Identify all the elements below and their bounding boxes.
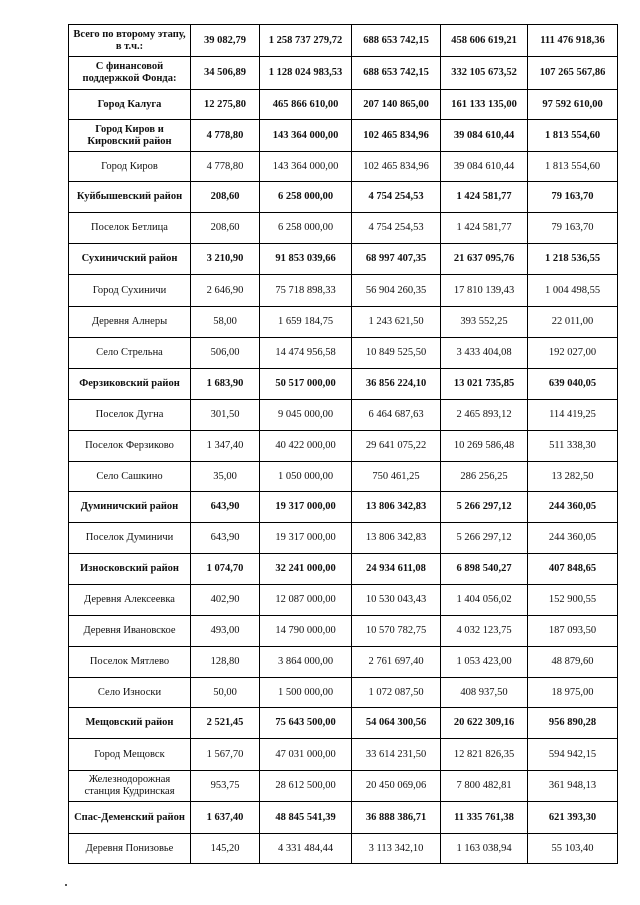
area-cell: 2 521,45	[191, 708, 260, 739]
regional-budget-cell: 20 622 309,16	[441, 708, 528, 739]
area-cell: 208,60	[191, 182, 260, 213]
area-cell: 1 637,40	[191, 802, 260, 834]
total-cost-cell: 12 087 000,00	[260, 585, 352, 616]
municipality-cell: Сухиничский район	[69, 244, 191, 275]
subtotal-row	[69, 802, 618, 834]
local-budget-cell: 79 163,70	[528, 213, 618, 244]
table-row	[69, 462, 618, 492]
regional-budget-cell: 1 424 581,77	[441, 213, 528, 244]
fund-support-cell: 20 450 069,06	[352, 771, 441, 802]
local-budget-cell: 1 218 536,55	[528, 244, 618, 275]
fund-support-cell: 4 754 254,53	[352, 182, 441, 213]
area-cell: 301,50	[191, 400, 260, 431]
local-budget-cell: 244 360,05	[528, 523, 618, 554]
regional-budget-cell: 12 821 826,35	[441, 739, 528, 771]
local-budget-cell: 114 419,25	[528, 400, 618, 431]
area-cell: 4 778,80	[191, 152, 260, 182]
area-cell: 50,00	[191, 678, 260, 708]
table-row	[69, 213, 618, 244]
regional-budget-cell: 3 433 404,08	[441, 338, 528, 369]
subtotal-row	[69, 708, 618, 739]
regional-budget-cell: 1 404 056,02	[441, 585, 528, 616]
fund-support-cell: 1 243 621,50	[352, 307, 441, 338]
local-budget-cell: 187 093,50	[528, 616, 618, 647]
subtotal-row	[69, 120, 618, 152]
table-row	[69, 739, 618, 771]
regional-budget-cell: 286 256,25	[441, 462, 528, 492]
area-cell: 953,75	[191, 771, 260, 802]
regional-budget-cell: 5 266 297,12	[441, 523, 528, 554]
local-budget-cell: 1 813 554,60	[528, 120, 618, 152]
area-cell: 506,00	[191, 338, 260, 369]
fund-support-cell: 1 072 087,50	[352, 678, 441, 708]
total-cost-cell: 6 258 000,00	[260, 213, 352, 244]
local-budget-cell: 79 163,70	[528, 182, 618, 213]
table-row	[69, 585, 618, 616]
regional-budget-cell: 2 465 893,12	[441, 400, 528, 431]
total-cost-cell: 1 659 184,75	[260, 307, 352, 338]
table-row	[69, 152, 618, 182]
local-budget-cell: 107 265 567,86	[528, 57, 618, 90]
total-cost-cell: 14 790 000,00	[260, 616, 352, 647]
area-cell: 1 074,70	[191, 554, 260, 585]
local-budget-cell: 361 948,13	[528, 771, 618, 802]
area-cell: 39 082,79	[191, 25, 260, 57]
municipality-cell: Ферзиковский район	[69, 369, 191, 400]
local-budget-cell: 621 393,30	[528, 802, 618, 834]
total-cost-cell: 1 500 000,00	[260, 678, 352, 708]
table-row	[69, 400, 618, 431]
total-cost-cell: 4 331 484,44	[260, 834, 352, 864]
table-row	[69, 647, 618, 678]
area-cell: 402,90	[191, 585, 260, 616]
local-budget-cell: 511 338,30	[528, 431, 618, 462]
regional-budget-cell: 13 021 735,85	[441, 369, 528, 400]
area-cell: 3 210,90	[191, 244, 260, 275]
municipality-cell: Поселок Мятлево	[69, 647, 191, 678]
total-cost-cell: 19 317 000,00	[260, 492, 352, 523]
municipality-cell: Город Мещовск	[69, 739, 191, 771]
total-cost-cell: 75 643 500,00	[260, 708, 352, 739]
total-cost-cell: 32 241 000,00	[260, 554, 352, 585]
area-cell: 493,00	[191, 616, 260, 647]
municipality-cell: Всего по второму этапу, в т.ч.:	[69, 25, 191, 57]
municipality-cell: Поселок Бетлица	[69, 213, 191, 244]
regional-budget-cell: 39 084 610,44	[441, 120, 528, 152]
local-budget-cell: 13 282,50	[528, 462, 618, 492]
subtotal-row	[69, 369, 618, 400]
area-cell: 208,60	[191, 213, 260, 244]
municipality-cell: Село Износки	[69, 678, 191, 708]
regional-budget-cell: 161 133 135,00	[441, 90, 528, 120]
table-row	[69, 338, 618, 369]
fund-support-cell: 102 465 834,96	[352, 120, 441, 152]
total-cost-cell: 1 258 737 279,72	[260, 25, 352, 57]
fund-support-cell: 36 856 224,10	[352, 369, 441, 400]
regional-budget-cell: 7 800 482,81	[441, 771, 528, 802]
area-cell: 1 567,70	[191, 739, 260, 771]
local-budget-cell: 192 027,00	[528, 338, 618, 369]
total-cost-cell: 47 031 000,00	[260, 739, 352, 771]
regional-budget-cell: 5 266 297,12	[441, 492, 528, 523]
table-row	[69, 275, 618, 307]
fund-support-cell: 207 140 865,00	[352, 90, 441, 120]
total-cost-cell: 91 853 039,66	[260, 244, 352, 275]
local-budget-cell: 1 004 498,55	[528, 275, 618, 307]
municipality-cell: Город Калуга	[69, 90, 191, 120]
subtotal-row	[69, 25, 618, 57]
area-cell: 145,20	[191, 834, 260, 864]
municipality-cell: Деревня Ивановское	[69, 616, 191, 647]
subtotal-row	[69, 182, 618, 213]
municipality-cell: Мещовский район	[69, 708, 191, 739]
local-budget-cell: 22 011,00	[528, 307, 618, 338]
table-row	[69, 307, 618, 338]
area-cell: 1 347,40	[191, 431, 260, 462]
local-budget-cell: 956 890,28	[528, 708, 618, 739]
municipality-cell: Куйбышевский район	[69, 182, 191, 213]
municipality-cell: Город Киров	[69, 152, 191, 182]
total-cost-cell: 14 474 956,58	[260, 338, 352, 369]
municipality-cell: Износковский район	[69, 554, 191, 585]
fund-support-cell: 54 064 300,56	[352, 708, 441, 739]
total-cost-cell: 465 866 610,00	[260, 90, 352, 120]
subtotal-row	[69, 492, 618, 523]
area-cell: 4 778,80	[191, 120, 260, 152]
fund-support-cell: 3 113 342,10	[352, 834, 441, 864]
municipality-cell: Село Сашкино	[69, 462, 191, 492]
fund-support-cell: 4 754 254,53	[352, 213, 441, 244]
regional-budget-cell: 1 053 423,00	[441, 647, 528, 678]
fund-support-cell: 688 653 742,15	[352, 57, 441, 90]
fund-support-cell: 33 614 231,50	[352, 739, 441, 771]
municipality-cell: Поселок Дугна	[69, 400, 191, 431]
table-row	[69, 431, 618, 462]
fund-support-cell: 13 806 342,83	[352, 523, 441, 554]
regional-budget-cell: 1 424 581,77	[441, 182, 528, 213]
fund-support-cell: 13 806 342,83	[352, 492, 441, 523]
local-budget-cell: 1 813 554,60	[528, 152, 618, 182]
subtotal-row	[69, 90, 618, 120]
municipality-cell: Город Киров и Кировский район	[69, 120, 191, 152]
total-cost-cell: 75 718 898,33	[260, 275, 352, 307]
regional-budget-cell: 1 163 038,94	[441, 834, 528, 864]
fund-support-cell: 10 530 043,43	[352, 585, 441, 616]
table-row	[69, 523, 618, 554]
total-cost-cell: 50 517 000,00	[260, 369, 352, 400]
local-budget-cell: 244 360,05	[528, 492, 618, 523]
local-budget-cell: 97 592 610,00	[528, 90, 618, 120]
local-budget-cell: 55 103,40	[528, 834, 618, 864]
total-cost-cell: 19 317 000,00	[260, 523, 352, 554]
fund-support-cell: 102 465 834,96	[352, 152, 441, 182]
housing-program-table	[68, 24, 618, 864]
local-budget-cell: 594 942,15	[528, 739, 618, 771]
area-cell: 2 646,90	[191, 275, 260, 307]
municipality-cell: Поселок Ферзиково	[69, 431, 191, 462]
municipality-cell: Город Сухиничи	[69, 275, 191, 307]
total-cost-cell: 6 258 000,00	[260, 182, 352, 213]
regional-budget-cell: 393 552,25	[441, 307, 528, 338]
municipality-cell: Железнодорожная станция Кудринская	[69, 771, 191, 802]
total-cost-cell: 48 845 541,39	[260, 802, 352, 834]
local-budget-cell: 48 879,60	[528, 647, 618, 678]
table-body	[69, 25, 618, 864]
local-budget-cell: 18 975,00	[528, 678, 618, 708]
area-cell: 128,80	[191, 647, 260, 678]
total-cost-cell: 40 422 000,00	[260, 431, 352, 462]
fund-support-cell: 36 888 386,71	[352, 802, 441, 834]
fund-support-cell: 68 997 407,35	[352, 244, 441, 275]
total-cost-cell: 143 364 000,00	[260, 120, 352, 152]
regional-budget-cell: 39 084 610,44	[441, 152, 528, 182]
fund-support-cell: 56 904 260,35	[352, 275, 441, 307]
municipality-cell: Деревня Алексеевка	[69, 585, 191, 616]
municipality-cell: Спас-Деменский район	[69, 802, 191, 834]
fund-support-cell: 24 934 611,08	[352, 554, 441, 585]
total-cost-cell: 9 045 000,00	[260, 400, 352, 431]
subtotal-row	[69, 57, 618, 90]
area-cell: 12 275,80	[191, 90, 260, 120]
municipality-cell: Деревня Алнеры	[69, 307, 191, 338]
regional-budget-cell: 4 032 123,75	[441, 616, 528, 647]
total-cost-cell: 143 364 000,00	[260, 152, 352, 182]
regional-budget-cell: 10 269 586,48	[441, 431, 528, 462]
fund-support-cell: 6 464 687,63	[352, 400, 441, 431]
municipality-cell: Думиничский район	[69, 492, 191, 523]
total-cost-cell: 28 612 500,00	[260, 771, 352, 802]
subtotal-row	[69, 554, 618, 585]
fund-support-cell: 10 570 782,75	[352, 616, 441, 647]
local-budget-cell: 639 040,05	[528, 369, 618, 400]
table-row	[69, 616, 618, 647]
table-row	[69, 771, 618, 802]
area-cell: 35,00	[191, 462, 260, 492]
area-cell: 643,90	[191, 492, 260, 523]
total-cost-cell: 3 864 000,00	[260, 647, 352, 678]
fund-support-cell: 2 761 697,40	[352, 647, 441, 678]
fund-support-cell: 688 653 742,15	[352, 25, 441, 57]
local-budget-cell: 407 848,65	[528, 554, 618, 585]
subtotal-row	[69, 244, 618, 275]
regional-budget-cell: 11 335 761,38	[441, 802, 528, 834]
area-cell: 643,90	[191, 523, 260, 554]
area-cell: 34 506,89	[191, 57, 260, 90]
total-cost-cell: 1 128 024 983,53	[260, 57, 352, 90]
regional-budget-cell: 458 606 619,21	[441, 25, 528, 57]
area-cell: 1 683,90	[191, 369, 260, 400]
regional-budget-cell: 17 810 139,43	[441, 275, 528, 307]
municipality-cell: Деревня Понизовье	[69, 834, 191, 864]
table-row	[69, 834, 618, 864]
fund-support-cell: 10 849 525,50	[352, 338, 441, 369]
regional-budget-cell: 408 937,50	[441, 678, 528, 708]
local-budget-cell: 111 476 918,36	[528, 25, 618, 57]
fund-support-cell: 750 461,25	[352, 462, 441, 492]
total-cost-cell: 1 050 000,00	[260, 462, 352, 492]
regional-budget-cell: 332 105 673,52	[441, 57, 528, 90]
regional-budget-cell: 6 898 540,27	[441, 554, 528, 585]
fund-support-cell: 29 641 075,22	[352, 431, 441, 462]
page-mark	[65, 884, 67, 886]
municipality-cell: Поселок Думиничи	[69, 523, 191, 554]
regional-budget-cell: 21 637 095,76	[441, 244, 528, 275]
table-row	[69, 678, 618, 708]
area-cell: 58,00	[191, 307, 260, 338]
municipality-cell: С финансовой поддержкой Фонда:	[69, 57, 191, 90]
local-budget-cell: 152 900,55	[528, 585, 618, 616]
municipality-cell: Село Стрельна	[69, 338, 191, 369]
